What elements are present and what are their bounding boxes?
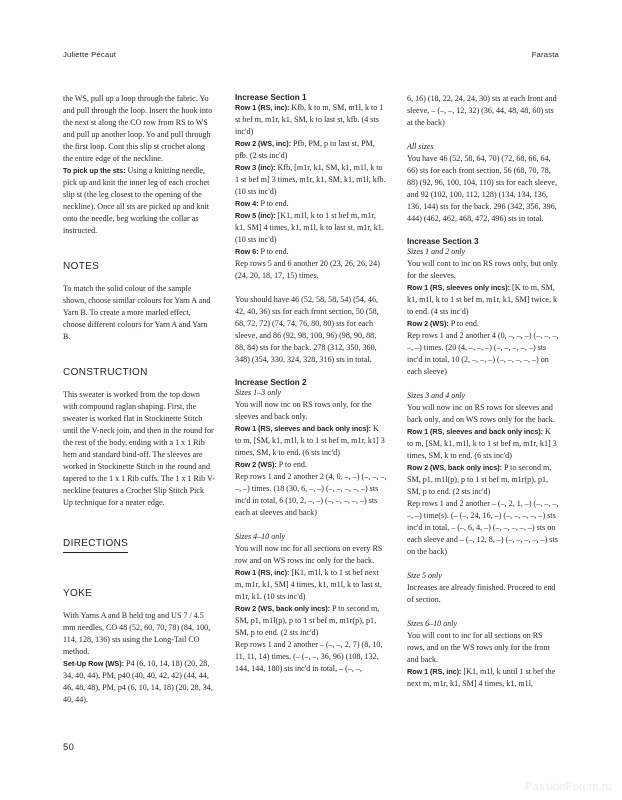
pick-up-sts-text: Using a knitting needle, pick up and knit the inner leg of each crochet slip st (the leg closest to the opening of the neckline). Once all sts are picked up and knit onto the needle, beg working the collar as instructed. [63, 166, 210, 235]
row-text: [K1, m1l, k until 1 st bef the next m, m1r, k1, SM] 4 times, k1, m1l, [407, 667, 556, 688]
setup-row-label: Set-Up Row (WS): [63, 658, 125, 668]
heading-yoke: YOKE [63, 587, 93, 599]
heading-construction: CONSTRUCTION [63, 367, 148, 378]
paragraph-stitch-count-section-1: You should have 46 (52, 58, 58, 54) (54, 46, 42, 40, 36) sts for each front section, 50 (58, 68, 72, 72) (74, 74, 76, 80, 80) sts for each sleeve, and 86 (92, 98, 100, 96) (98, 90, 88, 88, 84) sts for the back. 278 (312, 350, 360, 348) (354, 330, 324, 328, 316) sts in total. [235, 295, 379, 364]
row-instruction [407, 666, 559, 690]
row-text: P to second m, SM, p1, m1l(p), p to 1 st bef m, m1r(p), p1, SM, p to end. (2 sts inc'd) [235, 604, 380, 637]
row-instruction [407, 462, 559, 498]
heading-notes: NOTES [63, 261, 100, 272]
row-label: Row 2 (WS, inc): [235, 139, 292, 148]
heading-increase-section-2: Increase Section 2 [235, 378, 307, 387]
row-instruction [235, 198, 387, 210]
pick-up-sts-label: To pick up the sts: [63, 166, 126, 175]
row-label: Row 4: [235, 199, 259, 208]
row-label: Row 1 (RS, sleeves and back only incs): [235, 424, 372, 433]
watermark: PassionForum.ru [525, 781, 612, 793]
paragraph-sizes-1-2-intro: You will cont to inc on RS rows only, but only for the sleeves. [407, 259, 558, 280]
paragraph-all-sizes-count: You have 46 (52, 58, 64, 70) (72, 68, 66, 64, 66) sts for each front section, 56 (68, 70, 78, 88) (92, 96, 100, 104, 110) sts for each sleeve, and 92 (102, 100, 112, 128) (134, 134, 136, 136, 144) sts for the back. 296 (342, 356, 396, 444) (462, 462, 468, 472, 496) sts in total. [407, 154, 558, 223]
sizes-label-6-10: Sizes 6–10 only [407, 619, 458, 628]
paragraph-sizes-1-2-repeat: Rep rows 1 and 2 another 4 (0, –, –, –) (–, –, –, –, –) times. (20 (4, –, –, –) (–, –, –, –, –) sts inc'd in total, 10 (2, –, –, –) (–, –, –, –, –) on each sleeve) [407, 331, 559, 376]
column-left [63, 93, 215, 733]
paragraph-sizes-4-10-repeat: Rep rows 1 and 2 another – (–, –, 2, 7) (8, 10, 11, 11, 14) times. (– (–, –, 36, 96) (108, 132, 144, 144, 180) sts inc'd in total, – (–, –, [235, 640, 383, 673]
row-instruction [235, 423, 387, 459]
paragraph-sizes-4-10-repeat-continued: 6, 16) (18, 22, 24, 24, 30) sts at each front and sleeve, – (–, –, 12, 32) (36, 44, 48, 48, 60) sts at the back) [407, 94, 557, 127]
paragraph-crochet-continued: the WS, pull up a loop through the fabric. Yo and pull through the loop. Insert the hook into the next st along the CO row from RS to WS and pull up another loop. Yo and pull through the first loop. Cont this slip st crochet along the entire edge of the neckline. [63, 94, 213, 163]
heading-increase-section-3: Increase Section 3 [407, 237, 479, 246]
sizes-label-5: Size 5 only [407, 571, 442, 580]
sizes-label-1-3: Sizes 1–3 only [235, 388, 282, 397]
row-instruction [235, 162, 387, 198]
row-instruction [407, 282, 559, 318]
row-text: [K to m, SM, k1, m1l, k to 1 st bef m, m1r, k1, SM] twice, k to end. (4 sts inc'd) [407, 283, 558, 316]
sizes-label-1-2: Sizes 1 and 2 only [407, 247, 466, 256]
row-label: Row 6: [235, 247, 259, 256]
row-instruction [235, 603, 387, 639]
row-label: Row 2 (WS, back only incs): [407, 463, 503, 472]
paragraph-sizes-6-10-intro: You will cont to inc for all sections on RS rows, and on the WS rows only for the front and back. [407, 631, 550, 664]
row-text: K to m, [SM, k1, m1l, k to 1 st bef m, m1r, k1] 3 times, SM, k to end. (6 sts inc'd) [407, 427, 557, 460]
page-number: 50 [63, 742, 75, 753]
row-instruction [235, 138, 387, 162]
row-label: Row 2 (WS, back only incs): [235, 604, 331, 613]
row-text: K to m, [SM, k1, m1l, k to 1 st bef m, m1r, k1] 3 times, SM, k to end. (6 sts inc'd) [235, 424, 385, 457]
row-text: [K1, m1l, k to 1 st bef m, m1r, k1, SM] 4 times, k1, m1l, k to last st, m1r, k1. (10 sts inc'd) [235, 211, 384, 244]
setup-row-text: P4 (6, 10, 14, 18) (20, 28, 34, 40, 44), PM, p40 (40, 40, 42, 42) (44, 44, 46, 48, 48), PM, p4 (6, 10, 14, 18) (20, 28, 34, 40, 44). [63, 658, 213, 704]
row-instruction [235, 246, 387, 258]
running-head-author: Juliette Pécaut [63, 50, 117, 59]
row-label: Row 2 (WS): [407, 319, 449, 328]
row-text: Kfb, k to m, SM, m1l, k to 1 st bef m, m1r, k1, SM, k to last st, kfb. (4 sts inc'd) [235, 103, 384, 136]
row-instruction [407, 318, 559, 330]
row-instruction [235, 567, 387, 603]
row-label: Row 3 (inc): [235, 163, 276, 172]
running-head-pattern: Farasta [531, 50, 559, 59]
row-instruction [407, 426, 559, 462]
row-instruction [235, 459, 387, 471]
sizes-label-all: All sizes [407, 142, 434, 151]
row-label: Row 1 (RS, inc): [235, 568, 290, 577]
heading-directions: DIRECTIONS [63, 538, 128, 553]
row-text: Kfb, [m1r, k1, SM, k1, m1l, k to 1 st bef m] 3 times, m1r, k1, SM, k1, m1l, kfb. (10 sts inc'd) [235, 163, 386, 196]
paragraph-sizes-1-3-intro: You will now inc on RS rows only, for the sleeves and back only. [235, 400, 372, 421]
row-text: P to end. [276, 460, 308, 469]
sizes-label-3-4: Sizes 3 and 4 only [407, 391, 466, 400]
paragraph-repeat-rows-5-6: Rep rows 5 and 6 another 20 (23, 26, 26, 24) (24, 20, 18, 17, 15) times. [235, 259, 380, 280]
sizes-label-4-10: Sizes 4–10 only [235, 532, 286, 541]
running-head [63, 50, 559, 59]
row-label: Row 1 (RS, inc): [235, 103, 290, 112]
three-column-body [63, 93, 559, 733]
column-right [407, 93, 559, 733]
row-text: [K1, m1l, k to 1 st bef next m, m1r, k1, SM] 4 times, k1, m1l, k to last st, m1r, k1. (10 sts inc'd) [235, 568, 383, 601]
heading-increase-section-1: Increase Section 1 [235, 93, 307, 102]
row-label: Row 2 (WS): [235, 460, 277, 469]
row-text: P to end. [448, 319, 480, 328]
paragraph-sizes-3-4-repeat: Rep rows 1 and 2 another – (–, 2, 1, –) (–, –, –, –, –) time(s). (– (–, 24, 16, –) (–, –, –, –, –) sts inc'd in total, – (–, 6, 4, –) (–, –, –, –, –) sts on each sleeve and – (–, 12, 8, –) (–, –, –, –, –) sts on the back) [407, 499, 559, 556]
paragraph-sizes-3-4-intro: You will now inc on RS rows for sleeves and back only, and on WS rows only for the back. [407, 403, 555, 424]
row-label: Row 1 (RS, inc): [407, 667, 462, 676]
paragraph-size-5: Increases are already finished. Proceed to end of section. [407, 583, 556, 604]
row-label: Row 1 (RS, sleeves only incs): [407, 283, 511, 292]
paragraph-sizes-4-10-intro: You will now inc for all sections on every RS row and on WS rows inc only for the back. [235, 544, 383, 565]
paragraph-sizes-1-3-repeat: Rep rows 1 and 2 another 2 (4, 0, –, –) (–, –, –, –, –) times. (18 (30, 6, –, –) (–, –, –, –, –) sts inc'd in total, 6 (10, 2, –, –) (–, –, –, –, –) sts each at sleeves and back) [235, 472, 387, 517]
paragraph-yoke-cast-on: With Yarns A and B held tog and US 7 / 4.5 mm needles, CO 48 (52, 60, 70, 78) (84, 100, 114, 128, 136) sts using the Long-Tail CO method. [63, 610, 211, 656]
paragraph-setup-row [63, 658, 215, 706]
row-instruction [235, 102, 387, 138]
row-instruction [235, 210, 387, 246]
row-label: Row 1 (RS, sleeves and back only incs): [407, 427, 544, 436]
paragraph-pick-up-sts [63, 165, 215, 237]
row-text: P to second m, SM, p1, m1l(p), p to 1 st bef m, m1r(p), p1, SM, p to end. (2 sts inc'd) [407, 463, 552, 496]
column-middle [235, 93, 387, 733]
row-text: P to end. [258, 247, 289, 256]
row-text: P to end. [258, 199, 289, 208]
paragraph-construction: This sweater is worked from the top down with compound raglan shaping. First, the sweater is worked flat in Stockinette Stitch until the V-neck join, and then in the round for the rest of the body, ending with a 1 x 1 Rib hem and standard bind-off. The sleeves are worked in Stockinette Stitch in the round and tapered to the 1 x 1 Rib cuffs. The 1 x 1 Rib V-neckline features a Crochet Slip Stitch Pick Up technique for a neater edge. [63, 390, 215, 507]
row-text: Pfb, PM, p to last st, PM, pfb. (2 sts inc'd) [235, 139, 375, 160]
row-label: Row 5 (inc): [235, 211, 276, 220]
paragraph-notes: To match the solid colour of the sample shown, choose similar colours for Yarn A and Yarn B. To create a more marled effect, choose different colours for Yarn A and Yarn B. [63, 284, 211, 341]
